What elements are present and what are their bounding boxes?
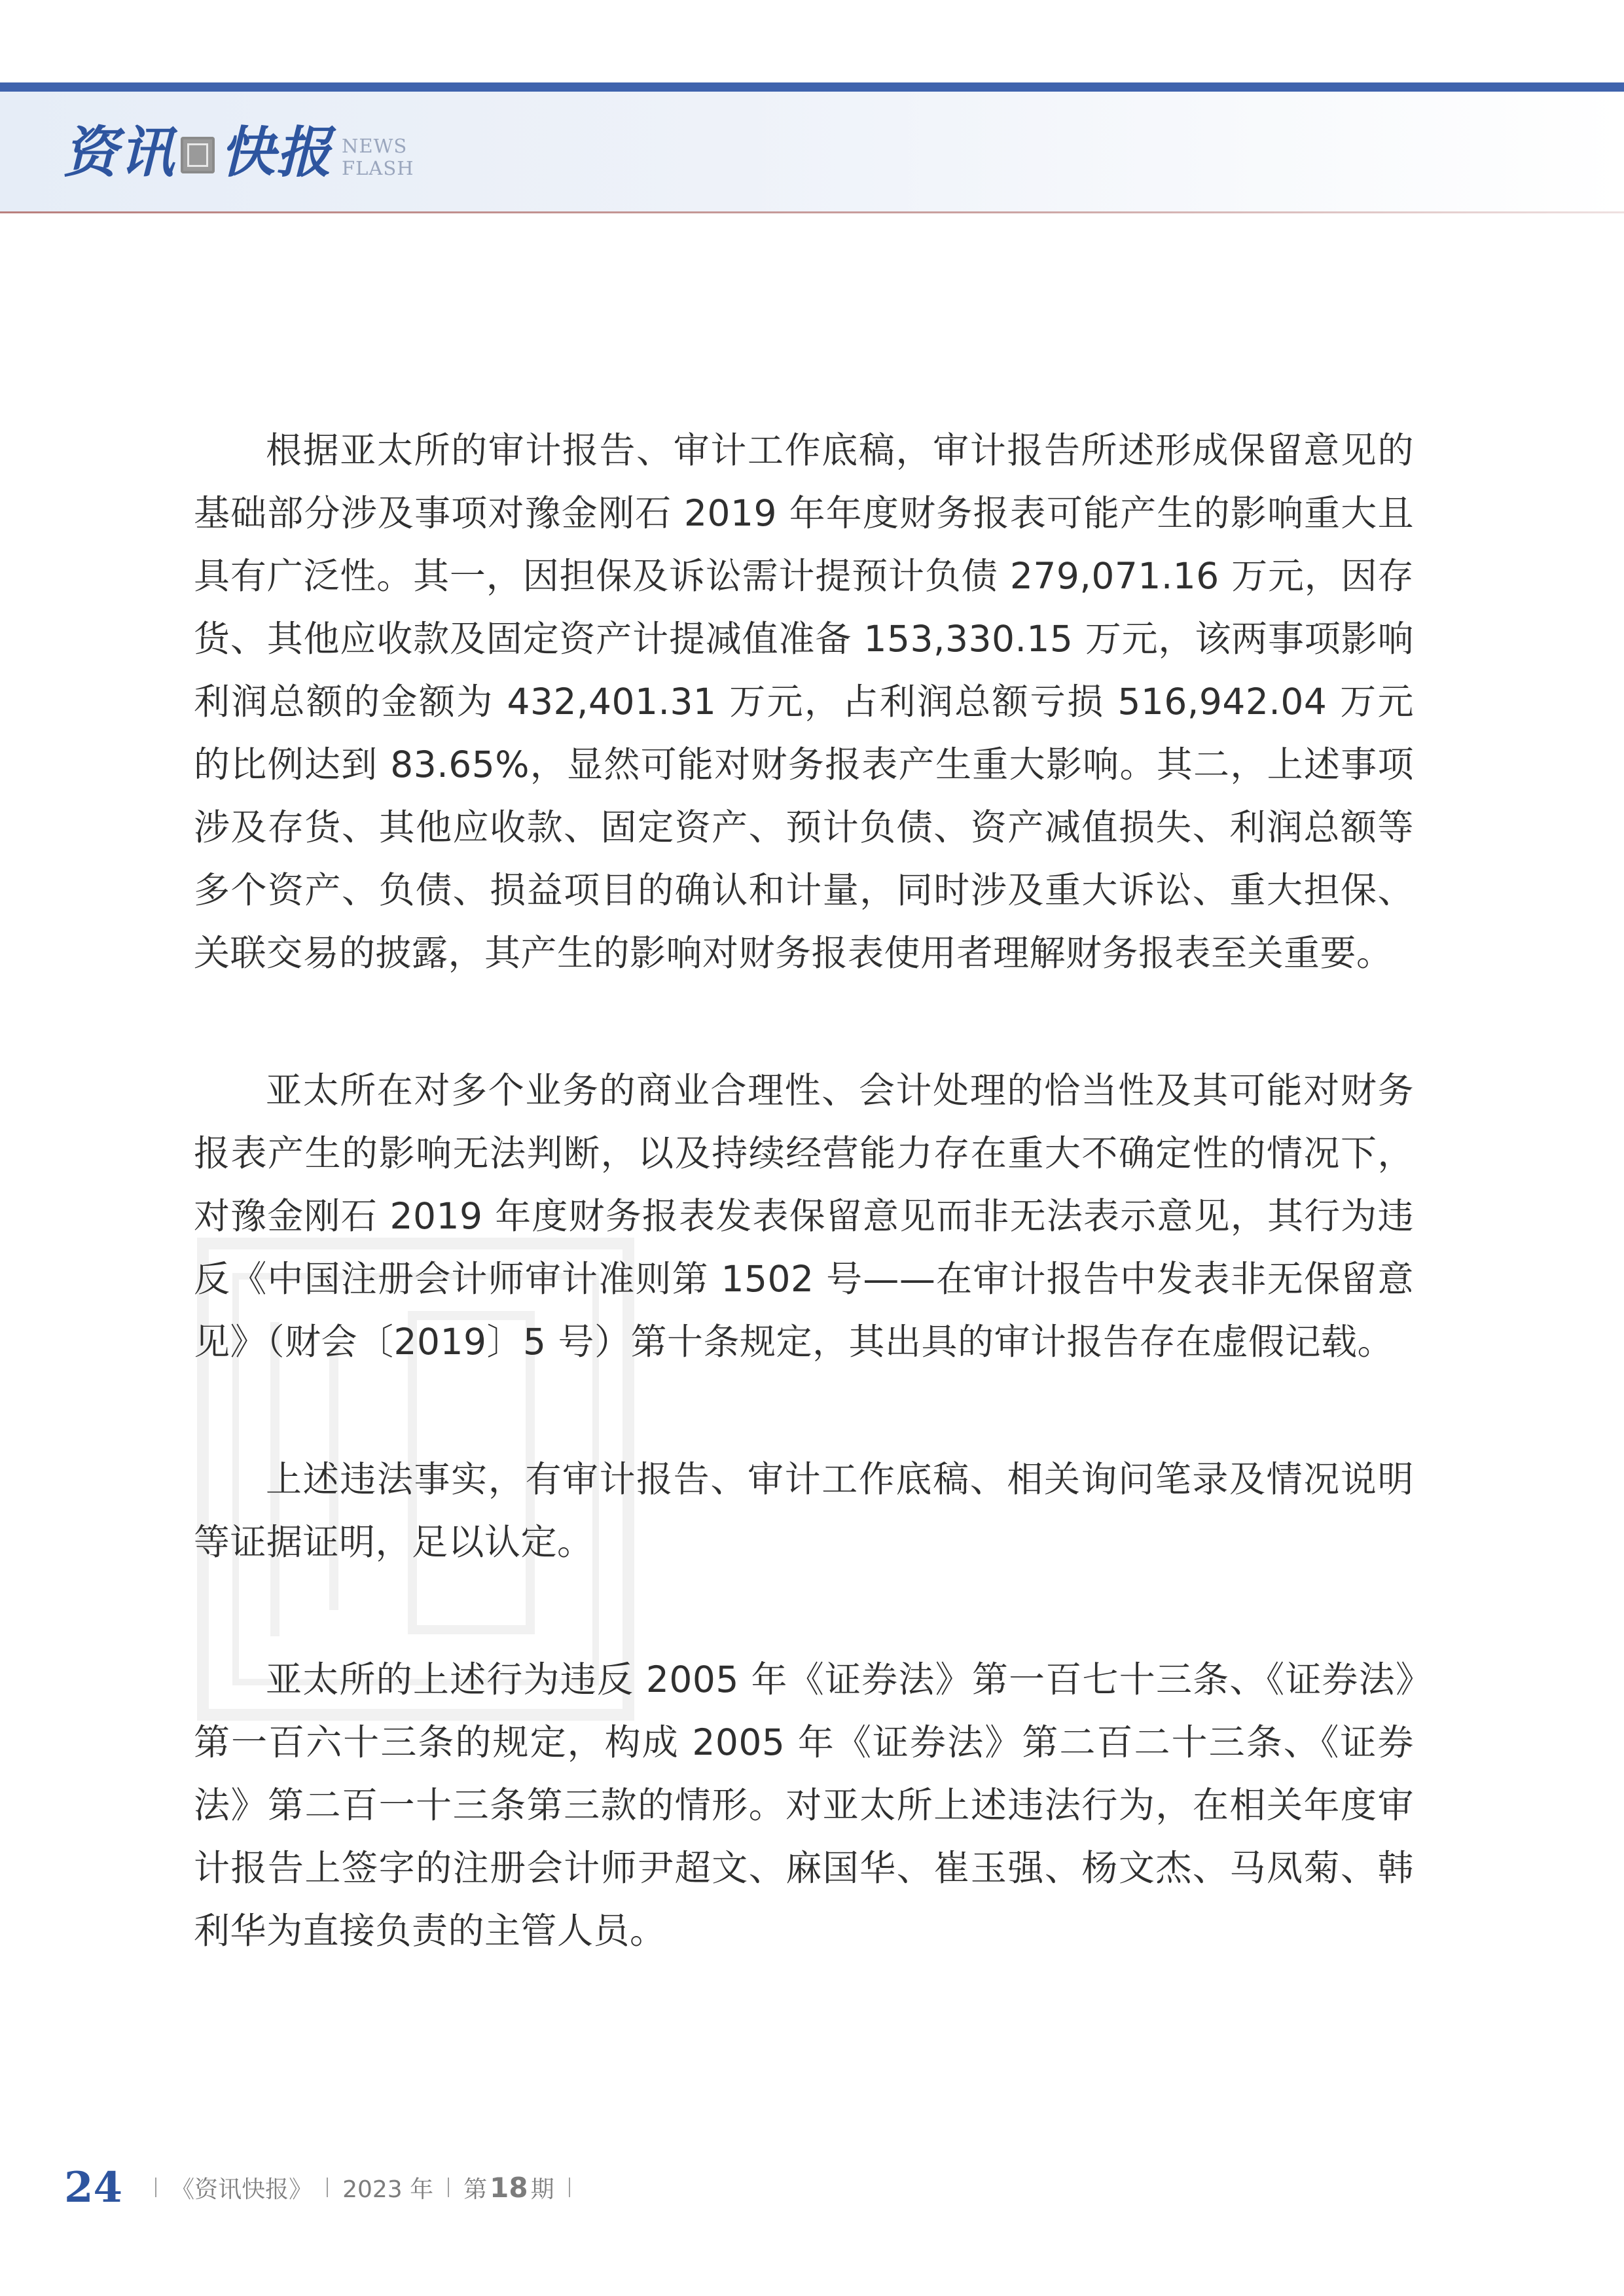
logo-text-2: 快报: [220, 120, 333, 185]
publication-logo: [63, 117, 414, 188]
footer-year: 2023 年: [342, 2176, 434, 2203]
footer-publication: 《资讯快报》: [171, 2176, 313, 2203]
page-number: 24: [64, 2162, 123, 2212]
logo-en-line-1: NEWS: [342, 135, 408, 157]
footer-issue-prefix: 第: [463, 2176, 488, 2203]
page-footer: [64, 2161, 585, 2214]
footer-separator: [155, 2178, 156, 2197]
footer-separator: [327, 2178, 328, 2197]
footer-issue-number: 18: [490, 2171, 528, 2204]
paragraph-3: 上述违法事实，有审计报告、审计工作底稿、相关询问笔录及情况说明等证据证明，足以认定。: [194, 1458, 1414, 1563]
logo-en-line-2: FLASH: [342, 157, 414, 179]
header-top-bar: [0, 82, 1624, 92]
logo-english: [342, 135, 414, 179]
footer-issue-suffix: 期: [530, 2176, 554, 2203]
paragraph-2: 亚太所在对多个业务的商业合理性、会计处理的恰当性及其可能对财务报表产生的影响无法判断，以及持续经营能力存在重大不确定性的情况下，对豫金刚石 2019 年度财务报表发表保留意见而非无法表示意见，其行为违反《中国注册会计师审计准则第 1502 号——在审计报告中发表非无保留意见》（财会〔2019〕5 号）第十条规定，其出具的审计报告存在虚假记载。: [194, 1069, 1414, 1363]
paragraph-4: 亚太所的上述行为违反 2005 年《证券法》第一百七十三条、《证券法》第一百六十三条的规定，构成 2005 年《证券法》第二百二十三条、《证券法》第二百一十三条第三款的情形。对亚太所上述违法行为，在相关年度审计报告上签字的注册会计师尹超文、麻国华、崔玉强、杨文杰、马凤菊、韩利华为直接负责的主管人员。: [194, 1659, 1414, 1952]
logo-text-1: 资讯: [63, 120, 176, 185]
seal-icon: [181, 137, 215, 173]
article-body: [194, 419, 1414, 2037]
paragraph-1: 根据亚太所的审计报告、审计工作底稿，审计报告所述形成保留意见的基础部分涉及事项对豫金刚石 2019 年年度财务报表可能产生的影响重大且具有广泛性。其一，因担保及诉讼需计提预计负债 279,071.16 万元，因存货、其他应收款及固定资产计提减值准备 153,330.15 万元，该两事项影响利润总额的金额为 432,401.31 万元，占利润总额亏损 516,942.04 万元的比例达到 83.65%，显然可能对财务报表产生重大影响。其二，上述事项涉及存货、其他应收款、固定资产、预计负债、资产减值损失、利润总额等多个资产、负债、损益项目的确认和计量，同时涉及重大诉讼、重大担保、关联交易的披露，其产生的影响对财务报表使用者理解财务报表至关重要。: [194, 429, 1414, 974]
footer-separator: [448, 2178, 449, 2197]
footer-separator: [569, 2178, 570, 2197]
header-divider: [0, 211, 1624, 213]
